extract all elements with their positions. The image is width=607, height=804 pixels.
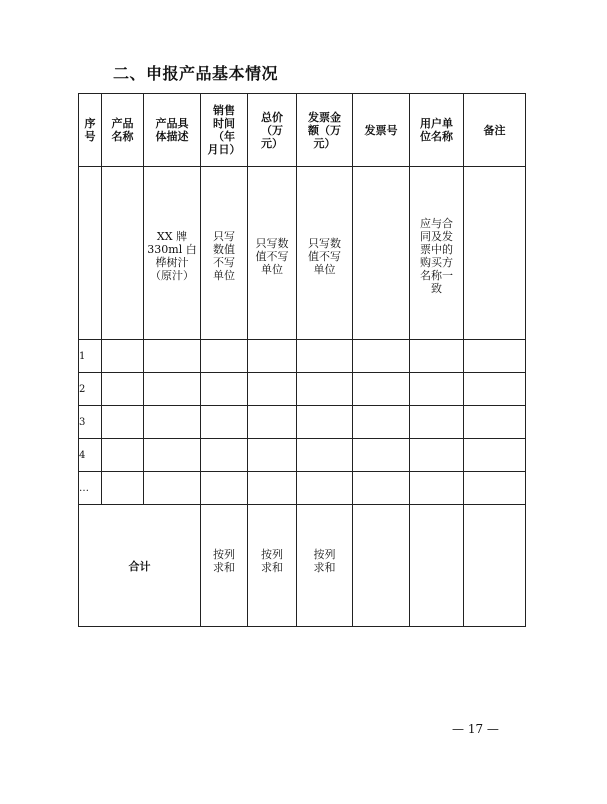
table-row — [79, 472, 526, 505]
header-sales-time: 销售 时间 （年 月日） — [201, 94, 248, 167]
section-title: 二、申报产品基本情况 — [113, 64, 279, 83]
page-number: — 17 — — [452, 722, 499, 736]
example-sales-time-cell — [201, 167, 248, 340]
header-serial: 序 号 — [79, 94, 102, 167]
total-invoice-amount: 按列 求和 — [313, 548, 336, 574]
table-row — [79, 439, 526, 472]
total-price-sum: 按列 求和 — [261, 548, 283, 574]
total-invoice-amount-cell — [297, 505, 353, 627]
header-total-price: 总价 （万 元） — [248, 94, 297, 167]
total-price-cell — [248, 505, 297, 627]
product-info-table — [78, 93, 526, 627]
example-user-unit-cell — [410, 167, 464, 340]
total-row — [79, 505, 526, 627]
example-description-cell — [144, 167, 201, 340]
example-row — [79, 167, 526, 340]
example-total-price-cell — [248, 167, 297, 340]
header-row — [79, 94, 526, 167]
header-product-description: 产品具 体描述 — [144, 94, 201, 167]
row-number: 1 — [79, 340, 102, 373]
example-user-unit: 应与合 同及发 票中的 购买方 名称一 致 — [420, 217, 453, 295]
header-invoice-number: 发票号 — [353, 94, 410, 167]
row-number: … — [79, 472, 102, 505]
example-description: XX 牌 330ml 白 桦树汁 （原汁） — [147, 230, 197, 282]
example-total-price: 只写数 值不写 单位 — [255, 237, 289, 276]
example-invoice-amount-cell — [297, 167, 353, 340]
total-sales-time: 按列 求和 — [213, 548, 235, 574]
row-number: 3 — [79, 406, 102, 439]
header-user-unit: 用户单 位名称 — [410, 94, 464, 167]
example-sales-time: 只写 数值 不写 单位 — [213, 230, 235, 282]
table-row — [79, 406, 526, 439]
total-label: 合计 — [79, 505, 201, 627]
example-invoice-amount: 只写数 值不写 单位 — [308, 237, 341, 276]
total-sales-time-cell — [201, 505, 248, 627]
row-number: 4 — [79, 439, 102, 472]
table-row — [79, 373, 526, 406]
header-product-name: 产品 名称 — [102, 94, 144, 167]
table-row — [79, 340, 526, 373]
header-remarks: 备注 — [464, 94, 526, 167]
header-invoice-amount: 发票金 额（万 元） — [297, 94, 353, 167]
row-number: 2 — [79, 373, 102, 406]
